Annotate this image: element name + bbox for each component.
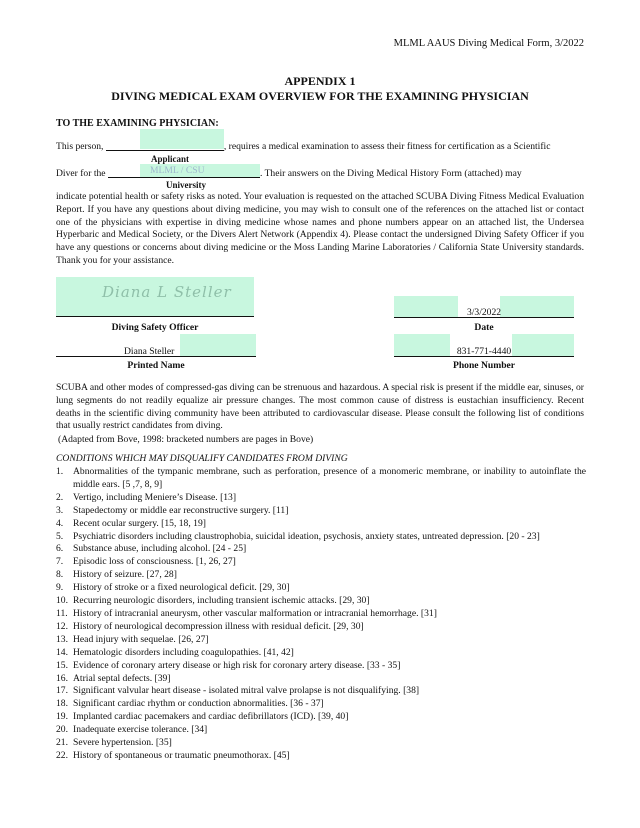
list-item-number: 12. (56, 620, 68, 632)
list-item-text: Recent ocular surgery. [15, 18, 19] (73, 517, 206, 529)
list-item-number: 18. (56, 698, 68, 710)
list-item (56, 492, 586, 505)
list-item-number: 5. (56, 530, 64, 542)
list-item (56, 608, 586, 621)
list-item-number: 20. (56, 724, 68, 736)
list-item-text: History of stroke or a fixed neurological deficit. [29, 30] (73, 582, 290, 594)
list-item-number: 22. (56, 749, 68, 761)
list-item (56, 698, 586, 711)
intro-text-1: This person, (56, 141, 106, 152)
list-item (56, 724, 586, 737)
list-item-number: 6. (56, 543, 64, 555)
printed-name-value: Diana Steller (124, 346, 175, 357)
adapted-note: (Adapted from Bove, 1998: bracketed numbers are pages in Bove) (58, 434, 314, 445)
list-item-number: 15. (56, 659, 68, 671)
list-item (56, 556, 586, 569)
list-item-text: History of intracranial aneurysm, other vascular malformation or intracranial hemorrhage. [31] (73, 607, 437, 619)
addressee-heading: TO THE EXAMINING PHYSICIAN: (56, 118, 219, 129)
list-item-text: History of neurological decompression illness with residual deficit. [29, 30] (73, 620, 364, 632)
date-field[interactable] (394, 307, 574, 318)
list-item (56, 711, 586, 724)
list-item (56, 466, 586, 492)
list-item-number: 9. (56, 582, 64, 594)
signature-image: Diana L Steller (102, 283, 232, 301)
list-item-text: Significant cardiac rhythm or conduction abnormalities. [36 - 37] (73, 698, 324, 710)
list-item (56, 531, 586, 544)
list-item (56, 660, 586, 673)
intro-line-1 (56, 139, 550, 152)
list-item-text: Atrial septal defects. [39] (73, 672, 171, 684)
list-item (56, 505, 586, 518)
list-item-number: 21. (56, 737, 68, 749)
list-item-number: 11. (56, 607, 68, 619)
intro-text-3: Diver for the (56, 168, 108, 179)
list-item-text: Stapedectomy or middle ear reconstructive surgery. [11] (73, 504, 289, 516)
list-item-number: 17. (56, 685, 68, 697)
list-item-text: Evidence of coronary artery disease or high risk for coronary artery disease. [33 - 35] (73, 659, 401, 671)
list-item-text: History of spontaneous or traumatic pneumothorax. [45] (73, 749, 290, 761)
list-item (56, 673, 586, 686)
list-item (56, 750, 586, 763)
list-item (56, 685, 586, 698)
university-field[interactable] (108, 166, 260, 178)
appendix-title: APPENDIX 1 (284, 74, 356, 88)
list-item-number: 4. (56, 517, 64, 529)
list-item-text: Abnormalities of the tympanic membrane, such as perforation, presence of a monomeric membrane, or inability to autoinflate the middle ears. [5 ,7, 8, 9] (73, 466, 586, 490)
signature-field[interactable] (56, 277, 254, 317)
list-item-text: Hematologic disorders including coagulopathies. [41, 42] (73, 646, 294, 658)
list-item-number: 1. (56, 466, 64, 477)
list-item-number: 10. (56, 595, 68, 607)
list-item-text: Vertigo, including Meniere’s Disease. [13] (73, 491, 237, 503)
list-item (56, 737, 586, 750)
document-title: DIVING MEDICAL EXAM OVERVIEW FOR THE EXAMINING PHYSICIAN (111, 89, 529, 103)
list-item-number: 7. (56, 556, 64, 568)
list-item-text: Recurring neurologic disorders, including transient ischemic attacks. [29, 30] (73, 595, 370, 607)
phone-value: 831-771-4440 (456, 346, 512, 357)
list-item-number: 2. (56, 491, 64, 503)
list-item-text: Significant valvular heart disease - isolated mitral valve prolapse is not disqualifying. [38] (73, 685, 420, 697)
list-item-number: 8. (56, 569, 64, 581)
phone-field[interactable] (394, 346, 574, 357)
conditions-list (56, 466, 586, 763)
list-item (56, 621, 586, 634)
university-label: University (166, 180, 206, 190)
list-item (56, 634, 586, 647)
applicant-label: Applicant (150, 154, 189, 164)
date-value: 3/3/2022 (466, 307, 502, 318)
list-item-number: 3. (56, 504, 64, 516)
form-identifier: MLML AAUS Diving Medical Form, 3/2022 (393, 38, 584, 49)
list-item-text: Episodic loss of consciousness. [1, 26, 27] (73, 556, 236, 568)
printed-name-field[interactable] (56, 346, 256, 357)
list-item-text: Substance abuse, including alcohol. [24 - 25] (73, 543, 247, 555)
list-item (56, 647, 586, 660)
list-item-text: History of seizure. [27, 28] (73, 569, 177, 581)
dso-label: Diving Safety Officer (111, 322, 199, 333)
signature-line (56, 316, 254, 317)
conditions-heading: CONDITIONS WHICH MAY DISQUALIFY CANDIDATES FROM DIVING (56, 453, 348, 464)
list-item (56, 518, 586, 531)
phone-label: Phone Number (452, 360, 516, 371)
list-item (56, 543, 586, 556)
applicant-field[interactable] (106, 139, 224, 151)
list-item-text: Psychiatric disorders including claustrophobia, suicidal ideation, psychosis, anxiety states, untreated depression. [20 - 23] (73, 530, 540, 542)
list-item-text: Inadequate exercise tolerance. [34] (73, 724, 208, 736)
intro-body: indicate potential health or safety risks as noted. Your evaluation is requested on the attached SCUBA Diving Fitness Medical Evaluation Report. If you have any questions about diving medicine, you may wish to consult one of the references on the attached list or contact one of the physicians with expertise in diving medicine whose names and phone numbers appear on an attached list, the Undersea Hyperbaric and Medical Society, or the Divers Alert Network (Appendix 4). Please contact the undersigned Diving Safety Officer if you have any questions or concerns about diving medicine or the Moss Landing Marine Laboratories / California State University standards. Thank you for your assistance. (56, 191, 584, 266)
list-item (56, 582, 586, 595)
list-item (56, 595, 586, 608)
list-item (56, 569, 586, 582)
intro-line-2 (56, 166, 522, 179)
list-item-number: 19. (56, 711, 68, 723)
risk-paragraph: SCUBA and other modes of compressed-gas diving can be strenuous and hazardous. A special risk is present if the middle ear, sinuses, or lung segments do not readily equalize air pressure changes. The most common cause of distress is eustachian insufficiency. Recent deaths in the scientific diving community have been attributed to cardiovascular disease. Please consult the following list of conditions that usually restrict candidates from diving. (56, 382, 584, 432)
list-item-number: 16. (56, 672, 68, 684)
list-item-text: Severe hypertension. [35] (73, 737, 172, 749)
list-item-text: Implanted cardiac pacemakers and cardiac defibrillators (ICD). [39, 40] (73, 711, 349, 723)
date-label: Date (474, 322, 494, 333)
intro-text-2: , requires a medical examination to assess their fitness for certification as a Scientific (223, 141, 551, 152)
printed-name-label: Printed Name (127, 360, 185, 371)
list-item-text: Head injury with sequelae. [26, 27] (73, 633, 209, 645)
list-item-number: 13. (56, 633, 68, 645)
intro-text-4: . Their answers on the Diving Medical History Form (attached) may (259, 168, 522, 179)
university-value: MLML / CSU (149, 165, 205, 176)
list-item-number: 14. (56, 646, 68, 658)
